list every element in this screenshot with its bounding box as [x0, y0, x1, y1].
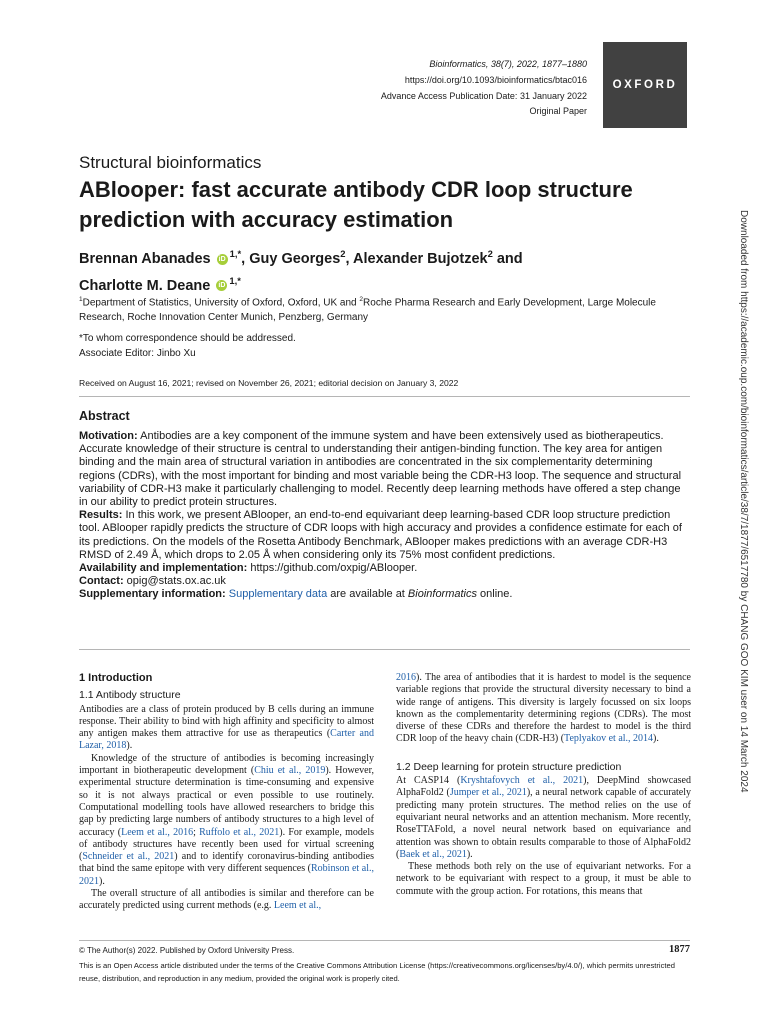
author-affiliation-sup: 2 [487, 248, 493, 259]
paragraph-text: Knowledge of the structure of antibodies is becoming increasingly important in biotherapeutic development ( [79, 752, 374, 777]
contact-email[interactable]: opig@stats.ox.ac.uk [123, 575, 226, 588]
paragraph-text: ). The area of antibodies that it is hardest to model is the sequence variable regions that provide the structural diversity necessary to bind a wide range of antigens. This diversity is largely focussed on six loops known as the complementarity determining regions (CDRs). The most diverse of these CDRs and therefore the hardest to model is the third CDR loop of the heavy chain (CDR-H3) ( [396, 672, 691, 745]
license-notice: This is an Open Access article distributed under the terms of the Creative Commons Attribution License (https://creativecommons.org/licenses/by/4.0/), which permits unrestricted reuse, distribution, and reproduction in any medium, provided the original work is properly cited. [79, 961, 675, 983]
abstract-results [79, 509, 691, 562]
paragraph-text: ). [126, 740, 133, 752]
citation-link[interactable]: Leem et al., [273, 900, 322, 912]
abstract-text: In this work, we present ABlooper, an end-to-end equivariant deep learning-based CDR loop structure prediction tool. ABlooper rapidly predicts the structure of CDR loops with high accuracy and provides a confidence estimate for each of its predictions. On the models of the Rosetta Antibody Benchmark, ABlooper makes predictions with an average CDR-H3 RMSD of 2.49 Å, which drops to 2.05 Å when considering only its 75% most confident predictions. [79, 509, 682, 561]
author-affiliation-sup: 2 [340, 248, 346, 259]
body-paragraph [396, 775, 691, 861]
affiliation-text: Department of Statistics, University of Oxford, Oxford, UK and [82, 297, 360, 309]
paragraph-text: ). For example, models of antibody structures have recently been used for virtual screening ( [79, 826, 374, 863]
affiliation-sup: 1 [79, 296, 83, 303]
abstract-text: are available at [327, 588, 408, 601]
abstract-motivation [79, 430, 691, 509]
header-metadata [227, 57, 587, 120]
citation-link[interactable]: 2016 [396, 672, 416, 683]
copyright-notice: © The Author(s) 2022. Published by Oxford University Press. [79, 946, 295, 955]
divider [79, 940, 690, 941]
abstract-label: Results: [79, 509, 123, 522]
orcid-icon[interactable]: iD [218, 282, 226, 290]
abstract-label: Supplementary information: [79, 588, 226, 601]
author-affiliation-sup: 1,* [229, 248, 242, 259]
abstract-text: Antibodies are a key component of the immune system and have been extensively used as biotherapeutics. Accurate knowledge of their structure is central to understanding their antigen-binding function. The key area for antigen binding and the main area of structural variation in antibodies are concentrated in the six complementarity determining regions (CDRs), with the most important for binding and most variable being the CDR-H3 loop. The sequence and structural variability of CDR-H3 make it particularly challenging to model. Recently deep learning methods have offered a step change in our ability to predict protein structures. [79, 430, 682, 509]
subsection-heading: 1.1 Antibody structure [79, 689, 181, 702]
body-paragraph [79, 753, 374, 888]
citation-link[interactable]: Robinson et al., 2021 [79, 863, 374, 887]
paragraph-text: Antibodies are a class of protein produced by B cells during an immune response. Their ability to bind with high affinity and specificity to almost any antigen makes them attractive for use as therapeutics ( [79, 703, 374, 740]
body-paragraph [79, 888, 374, 913]
oxford-logo [603, 42, 687, 128]
paragraph-text: At CASP14 ( [396, 775, 461, 787]
article-category: Structural bioinformatics [79, 153, 262, 172]
abstract-text: online. [477, 588, 513, 601]
paragraph-text: ). [466, 848, 473, 860]
abstract-heading: Abstract [79, 409, 130, 423]
section-heading: 1 Introduction [79, 672, 153, 684]
paragraph-text: ), a neural network capable of accurately predicting many protein structures. The method relies on the use of equivariant neural networks and an attention mechanism. More recently, RoseTTAFold, a novel neural network based on equivariance and attention was shown to obtain results comparable to those of AlphaFold2 ( [396, 787, 692, 860]
citation-link[interactable]: Carter and Lazar, 2018 [79, 728, 374, 752]
doi-link[interactable]: https://doi.org/10.1093/bioinformatics/btac016 [404, 74, 587, 85]
abstract-label: Motivation: [79, 430, 138, 442]
affiliation-sup: 2 [359, 296, 364, 303]
abstract-label: Availability and implementation: [79, 562, 248, 575]
paragraph-text: ), DeepMind showcased AlphaFold2 ( [396, 775, 691, 799]
supplementary-data-link[interactable]: Supplementary data [228, 588, 328, 601]
advance-access-date: Advance Access Publication Date: 31 January 2022 [380, 90, 587, 101]
citation-link[interactable]: Jumper et al., 2021 [449, 787, 527, 799]
author-name[interactable]: , Guy Georges [241, 250, 341, 267]
abstract-supplementary [79, 588, 691, 601]
citation-link[interactable]: Teplyakov et al., 2014 [564, 733, 654, 745]
correspondence-note: *To whom correspondence should be addressed. [79, 333, 296, 344]
paragraph-text: The overall structure of all antibodies is similar and therefore can be accurately predicted using current methods (e.g. [79, 888, 374, 912]
author-conjunction: and [492, 250, 523, 267]
correspondence-block [79, 332, 689, 361]
paragraph-text: ) and to identify coronavirus-binding antibodies that bind the same epitope with very different sequences ( [79, 851, 374, 875]
article-type: Original Paper [529, 106, 587, 117]
abstract-body [79, 430, 691, 602]
abstract-contact [79, 575, 691, 588]
citation-link[interactable]: Chiu et al., 2019 [254, 765, 326, 777]
paragraph-text: ). However, experimental structure determination is time-consuming and expensive so it is not always practical or even possible to use routinely. Computational modelling tools have allowed researchers to bridge this gap by predicting large numbers of antibody structures to a high level of accuracy ( [79, 765, 374, 838]
journal-name: Bioinformatics [407, 588, 477, 601]
citation-link[interactable]: Baek et al., 2021 [399, 848, 467, 860]
article-title: ABlooper: fast accurate antibody CDR loop structure prediction with accuracy estimation [79, 177, 633, 232]
github-link[interactable]: https://github.com/oxpig/ABlooper. [247, 562, 418, 575]
abstract-availability [79, 562, 691, 575]
citation-link[interactable]: Schneider et al., 2021 [82, 851, 175, 863]
author-affiliation-sup: 1,* [229, 274, 241, 286]
author-name[interactable]: Charlotte M. Deane [79, 277, 211, 294]
divider [79, 649, 690, 650]
body-paragraph [79, 704, 374, 753]
citation-link[interactable]: Leem et al., 2016 [121, 826, 194, 838]
body-column-left [79, 672, 374, 913]
subsection-heading: 1.2 Deep learning for protein structure prediction [396, 760, 622, 773]
abstract-label: Contact: [79, 575, 124, 588]
divider [79, 396, 690, 397]
body-paragraph [396, 672, 691, 746]
journal-citation: Bioinformatics, 38(7), 2022, 1877–1880 [429, 59, 587, 69]
affiliations [79, 292, 689, 325]
author-name[interactable]: , Alexander Bujotzek [345, 250, 488, 267]
orcid-icon[interactable]: iD [218, 255, 226, 263]
paragraph-text: ). [653, 733, 659, 745]
body-paragraph: These methods both rely on the use of equivariant networks. For a network to be equivariant with respect to a group, it must be able to commute with the group action. For rotations, this means that [396, 861, 691, 897]
affiliation-text: Roche Pharma Research and Early Development, Large Molecule Research, Roche Innovation Center Munich, Penzberg, Germany [79, 297, 656, 324]
oxford-logo-text: OXFORD [612, 79, 678, 91]
associate-editor: Associate Editor: Jinbo Xu [79, 347, 196, 359]
author-list [79, 243, 639, 297]
citation-link[interactable]: Ruffolo et al., 2021 [199, 826, 280, 838]
page-number: 1877 [669, 944, 690, 955]
paragraph-text: ; [193, 826, 200, 838]
body-column-right [396, 672, 691, 898]
paragraph-text: ). [99, 875, 105, 887]
download-watermark: Downloaded from https://academic.oup.com/bioinformatics/article/38/7/1877/6517780 by CHANG GOO KIM user on 14 March 2024 [738, 210, 749, 793]
author-name[interactable]: Brennan Abanades [79, 250, 211, 267]
citation-link[interactable]: Kryshtafovych et al., 2021 [460, 775, 584, 787]
received-dates: Received on August 16, 2021; revised on November 26, 2021; editorial decision on January 3, 2022 [79, 378, 459, 388]
